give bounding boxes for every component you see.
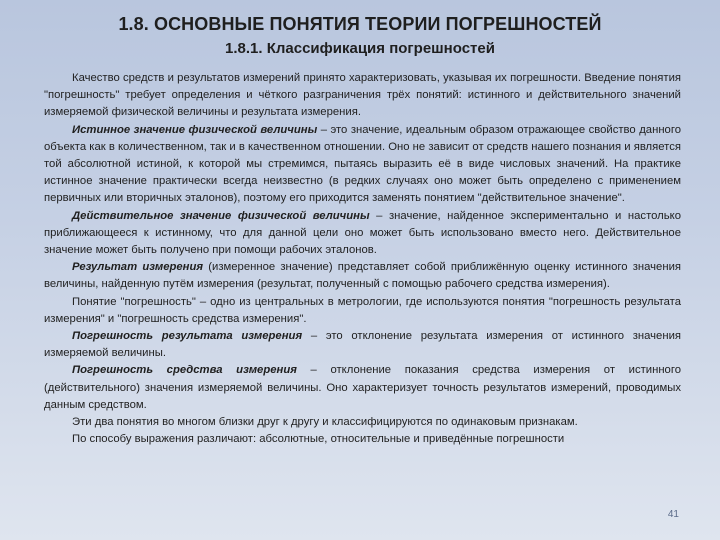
term-instrument-error: Погрешность средства измерения — [72, 364, 297, 377]
body-text — [44, 70, 681, 448]
paragraph-text: Понятие "погрешность" – одно из центральных в метрологии, где используются понятия "погрешность результата измерения" и "погрешность средства измерения". — [44, 295, 681, 325]
term-actual-value: Действительное значение физической величины — [72, 209, 370, 222]
paragraph-actual-value — [44, 208, 681, 260]
paragraph-text: По способу выражения различают: абсолютные, относительные и приведённые погрешности — [72, 433, 565, 446]
term-true-value: Истинное значение физической величины — [72, 123, 318, 136]
paragraph-measurement-result — [44, 259, 681, 293]
paragraph-intro — [44, 70, 681, 122]
paragraph-instrument-error — [44, 362, 681, 414]
paragraph-text: – отклонение показания средства измерения от истинного (действительного) значения измеряемой величины. Оно характеризует точность результатов измерений, проводимых данным средством. — [44, 364, 681, 411]
paragraph-text: – это значение, идеальным образом отражающее свойство данного объекта как в количественном, так и в качественном отношении. Оно не зависит от средств нашего познания и является той абсолютной истиной, к которой мы стремимся, пытаясь выразить её в виде числовых значений. На практике истинное значение практически всегда неизвестно (в редких случаях оно может быть определено с применением первичных или вторичных эталонов), поэтому его приходится заменять понятием "действительное значение". — [44, 123, 681, 205]
paragraph-result-error — [44, 328, 681, 362]
section-subtitle: 1.8.1. Классификация погрешностей — [225, 40, 495, 57]
paragraph-text: – значение, найденное экспериментально и настолько приближающееся к истинному, что для данной цели оно может быть использовано вместо него. Действительное значение может быть получено при помощи рабочих эталонов. — [44, 209, 681, 257]
page-number: 41 — [667, 509, 679, 520]
paragraph-true-value — [44, 122, 681, 208]
term-measurement-result: Результат измерения — [72, 261, 204, 274]
paragraph-text: – это отклонение результата измерения от истинного значения измеряемой величины. — [44, 330, 681, 360]
paragraph-text: Качество средств и результатов измерений принято характеризовать, указывая их погрешности. Введение понятия "погрешность" требует определения и чёткого разграничения трёх понятий: истинного и действительного значений измеряемой физической величины и результата измерения. — [44, 72, 681, 119]
paragraph-text: (измеренное значение) представляет собой приближённую оценку истинного значения величины, найденную путём измерения (результат, полученный с помощью рабочего средства измерения). — [44, 261, 682, 291]
paragraph-error-concept — [44, 294, 681, 328]
paragraph-expression-types — [44, 431, 681, 448]
paragraph-classification — [44, 414, 681, 431]
term-result-error: Погрешность результата измерения — [72, 330, 303, 343]
paragraph-text: Эти два понятия во многом близки друг к другу и классифицируются по одинаковым признакам. — [72, 416, 578, 429]
page-title: 1.8. ОСНОВНЫЕ ПОНЯТИЯ ТЕОРИИ ПОГРЕШНОСТЕЙ — [118, 14, 602, 34]
